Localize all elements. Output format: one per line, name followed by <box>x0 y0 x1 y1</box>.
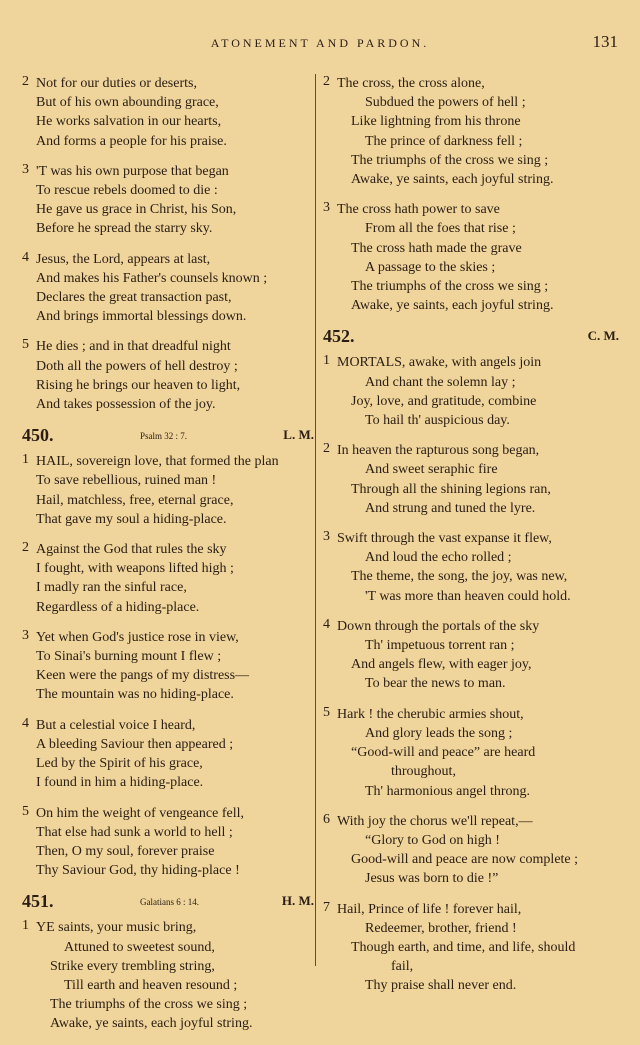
verse-line: The triumphs of the cross we sing ; <box>50 997 248 1013</box>
stanza-number: 1 <box>22 918 29 934</box>
verse-line: And takes possession of the joy. <box>36 397 216 413</box>
stanza <box>22 250 314 327</box>
verse-line: Awake, ye saints, each joyful string. <box>351 298 554 314</box>
stanza-number: 4 <box>22 249 29 265</box>
left-column <box>22 74 314 1045</box>
verse-line: To Sinai's burning mount I flew ; <box>36 649 222 665</box>
verse-line: Joy, love, and gratitude, combine <box>351 393 537 409</box>
hymn-heading <box>22 425 314 452</box>
stanza <box>323 353 619 430</box>
verse-line: And strung and tuned the lyre. <box>365 500 536 516</box>
verse-line: Regardless of a hiding-place. <box>36 599 200 615</box>
verse-line: Th' impetuous torrent ran ; <box>365 638 515 654</box>
scripture-reference: Psalm 32 : 7. <box>140 431 188 442</box>
verse-line: Rising he brings our heaven to light, <box>36 377 241 393</box>
stanza <box>22 74 314 151</box>
verse-line: And loud the echo rolled ; <box>365 550 512 566</box>
stanza <box>323 529 619 606</box>
stanza-number: 5 <box>22 803 29 819</box>
stanza-number: 3 <box>22 161 29 177</box>
verse-line: In heaven the rapturous song began, <box>337 443 540 459</box>
verse-line: He gave us grace in Christ, his Son, <box>36 202 237 218</box>
stanza <box>323 705 619 801</box>
verse-line: Through all the shining legions ran, <box>351 481 551 497</box>
verse-line: I madly ran the sinful race, <box>36 580 187 596</box>
verse-line: The triumphs of the cross we sing ; <box>351 152 549 168</box>
verse-line: Th' harmonious angel throng. <box>365 783 531 799</box>
hymn-meter: H. M. <box>281 893 314 909</box>
hymn-meter: L. M. <box>283 427 314 443</box>
verse-line: Down through the portals of the sky <box>337 618 540 634</box>
running-title: ATONEMENT AND PARDON. <box>210 36 430 50</box>
verse-line: On him the weight of vengeance fell, <box>36 805 244 821</box>
verse-line: The mountain was no hiding-place. <box>36 687 234 703</box>
verse-line: Declares the great transaction past, <box>36 290 232 306</box>
verse-line: The cross hath power to save <box>337 202 500 218</box>
stanza <box>22 804 314 881</box>
verse-line: Keen were the pangs of my distress— <box>36 668 250 684</box>
stanza <box>323 900 619 996</box>
verse-line: Not for our duties or deserts, <box>36 76 197 91</box>
verse-line: Good-will and peace are now complete ; <box>351 852 579 868</box>
verse-line: Against the God that rules the sky <box>36 542 227 558</box>
stanza <box>22 337 314 414</box>
verse-line: But a celestial voice I heard, <box>36 717 196 733</box>
stanza <box>22 540 314 617</box>
stanza <box>22 918 314 1033</box>
stanza-number: 2 <box>22 74 29 89</box>
scripture-reference: Galatians 6 : 14. <box>140 897 199 908</box>
stanza <box>323 74 619 189</box>
stanza-number: 1 <box>323 353 330 369</box>
verse-line: From all the foes that rise ; <box>365 221 516 237</box>
verse-line: That else had sunk a world to hell ; <box>36 824 233 840</box>
stanza-number: 3 <box>323 529 330 545</box>
stanza-number: 7 <box>323 899 330 915</box>
verse-line: “Glory to God on high ! <box>365 832 500 848</box>
verse-line: Awake, ye saints, each joyful string. <box>351 172 554 188</box>
verse-line: Yet when God's justice rose in view, <box>36 629 239 645</box>
verse-line: I fought, with weapons lifted high ; <box>36 561 234 577</box>
verse-line: Hail, Prince of life ! forever hail, <box>337 901 522 917</box>
verse-line: To hail th' auspicious day. <box>365 413 510 429</box>
verse-line: fail, <box>391 959 414 975</box>
verse-line: With joy the chorus we'll repeat,— <box>337 813 533 829</box>
verse-line: And chant the solemn lay ; <box>365 374 516 390</box>
stanza-number: 2 <box>22 540 29 556</box>
verse-line: Though earth, and time, and life, should <box>351 939 576 955</box>
verse-line: And sweet seraphic fire <box>365 462 498 478</box>
verse-line: But of his own abounding grace, <box>36 95 219 111</box>
verse-line: Like lightning from his throne <box>351 114 521 130</box>
verse-line: Thy praise shall never end. <box>365 978 517 994</box>
stanza <box>22 716 314 793</box>
verse-line: throughout, <box>391 764 456 780</box>
stanza-number: 4 <box>22 715 29 731</box>
hymn-number: 450. <box>22 425 54 446</box>
verse-line: Redeemer, brother, friend ! <box>365 920 517 936</box>
verse-line: Awake, ye saints, each joyful string. <box>50 1016 253 1032</box>
page-number: 131 <box>592 32 618 51</box>
verse-line: Jesus, the Lord, appears at last, <box>36 251 211 267</box>
verse-line: A bleeding Saviour then appeared ; <box>36 736 234 752</box>
stanza <box>323 617 619 694</box>
verse-line: I found in him a hiding-place. <box>36 775 204 791</box>
verse-line: To save rebellious, ruined man ! <box>36 473 217 489</box>
verse-line: He dies ; and in that dreadful night <box>36 339 231 355</box>
hymn-451 <box>22 891 314 1033</box>
verse-line: Till earth and heaven resound ; <box>64 977 238 993</box>
verse-line: MORTALS, awake, with angels join <box>337 355 542 371</box>
verse-line: The triumphs of the cross we sing ; <box>351 279 549 295</box>
right-column <box>323 74 619 1007</box>
verse-line: Hail, matchless, free, eternal grace, <box>36 492 234 508</box>
stanza-number: 3 <box>22 627 29 643</box>
verse-line: Strike every trembling string, <box>50 958 215 974</box>
stanza-number: 5 <box>323 704 330 720</box>
verse-line: And makes his Father's counsels known ; <box>36 270 268 286</box>
verse-line: Led by the Spirit of his grace, <box>36 756 203 772</box>
stanza-number: 4 <box>323 616 330 632</box>
verse-line: Subdued the powers of hell ; <box>365 95 526 111</box>
hymn-451-continuation <box>323 74 619 315</box>
hymn-heading <box>323 326 619 353</box>
verse-line: The cross, the cross alone, <box>337 76 485 91</box>
verse-line: 'T was more than heaven could hold. <box>365 588 571 604</box>
stanza-number: 2 <box>323 74 330 89</box>
hymn-number: 452. <box>323 326 355 347</box>
stanza <box>323 441 619 518</box>
hymn-heading <box>22 891 314 918</box>
hymn-meter: C. M. <box>587 328 619 344</box>
hymn-number: 451. <box>22 891 54 912</box>
stanza-number: 1 <box>22 452 29 468</box>
verse-line: HAIL, sovereign love, that formed the plan <box>36 454 279 470</box>
stanza-number: 3 <box>323 200 330 216</box>
stanza-number: 2 <box>323 441 330 457</box>
verse-line: Doth all the powers of hell destroy ; <box>36 358 238 374</box>
verse-line: The cross hath made the grave <box>351 240 522 256</box>
verse-line: And angels flew, with eager joy, <box>351 657 532 673</box>
verse-line: A passage to the skies ; <box>365 259 496 275</box>
verse-line: The theme, the song, the joy, was new, <box>351 569 568 585</box>
verse-line: That gave my soul a hiding-place. <box>36 511 227 527</box>
verse-line: Before he spread the starry sky. <box>36 221 213 237</box>
stanza-number: 6 <box>323 811 330 827</box>
stanza <box>22 628 314 705</box>
stanza <box>22 162 314 239</box>
verse-line: “Good-will and peace” are heard <box>351 745 536 761</box>
verse-line: And forms a people for his praise. <box>36 133 227 149</box>
hymn-452 <box>323 326 619 995</box>
verse-line: To rescue rebels doomed to die : <box>36 183 218 199</box>
verse-line: And glory leads the song ; <box>365 725 513 741</box>
verse-line: Attuned to sweetest sound, <box>64 939 215 955</box>
hymn-449-continuation <box>22 74 314 414</box>
stanza-number: 5 <box>22 337 29 353</box>
verse-line: YE saints, your music bring, <box>36 920 197 936</box>
verse-line: The prince of darkness fell ; <box>365 133 523 149</box>
stanza <box>323 200 619 315</box>
verse-line: He works salvation in our hearts, <box>36 114 222 130</box>
verse-line: Jesus was born to die !” <box>365 871 499 887</box>
verse-line: 'T was his own purpose that began <box>36 163 229 179</box>
verse-line: Thy Saviour God, thy hiding-place ! <box>36 863 240 879</box>
verse-line: Hark ! the cherubic armies shout, <box>337 706 524 722</box>
verse-line: Then, O my soul, forever praise <box>36 843 215 859</box>
column-divider <box>315 74 316 966</box>
verse-line: To bear the news to man. <box>365 676 506 692</box>
stanza <box>323 812 619 889</box>
verse-line: Swift through the vast expanse it flew, <box>337 531 552 547</box>
hymn-450 <box>22 425 314 880</box>
verse-line: And brings immortal blessings down. <box>36 309 247 325</box>
stanza <box>22 452 314 529</box>
